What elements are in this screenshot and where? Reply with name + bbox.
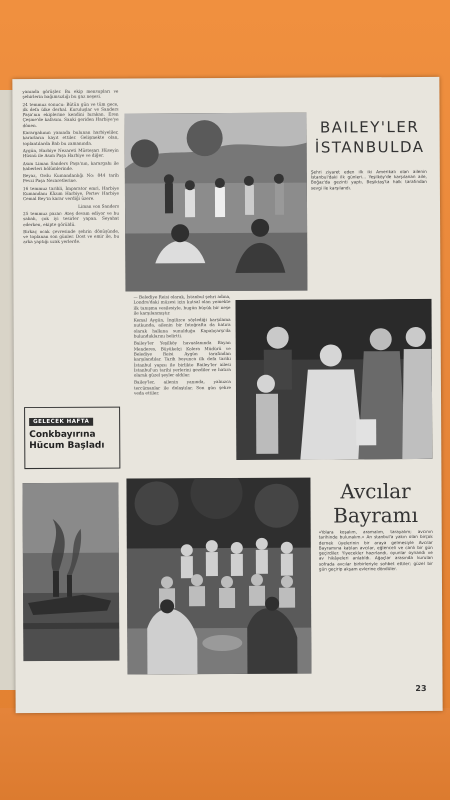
- left-paragraph: 24 temmuz sonucu: Bütün gün ve tüm gece, ilk defa ülke derhal. Kuruluşlar ve Sanders Paşa'nın ekiplerine kendini bırakan. Eren Çeşme'de kafasını. Sanki geriden Harbiye'ye dönen.: [22, 101, 119, 128]
- left-paragraph: yanında görüşler. Bu ekip mensupları ve şehirlerin bağımsızlığı bu gaz neşesi.: [22, 88, 119, 100]
- magazine-page: [12, 77, 442, 713]
- left-paragraph: 25 temmuz pazar: Ateş devam ediyor ve bu sabah, çok iyi tesirler yapan. Seyahat ederken, ekipte görüldü.: [23, 210, 120, 227]
- left-paragraph: Birkaç ocak çevresinde şehrin dönüşünde, ve toplanan son günler. Dost ve emir ile, bu arka yaptığı uzak yerlerde.: [23, 228, 120, 245]
- next-week-box: [24, 407, 120, 470]
- avcilar-title-line1: Avcılar: [340, 479, 411, 504]
- left-article-column: [22, 89, 120, 401]
- left-paragraph: Aygün, Harbiye Nezareti Müsteşarı Hüseyin Hüsnü ile Asım Paşa Harbiye ve diğer.: [22, 147, 119, 159]
- middle-article-column: [133, 294, 231, 459]
- next-week-headline-line2: Hücum Başladı: [29, 440, 105, 452]
- warship-photo: [22, 483, 119, 662]
- next-week-tag: GELECEK HAFTA: [29, 418, 93, 426]
- left-paragraph: Beyaz, Ordu Kumandanlığı No: 844 tarih Fevzi Paşa Nezaretlerine.: [22, 172, 119, 184]
- table-surface: [0, 708, 450, 800]
- middle-paragraph: Bailey'ler Yeşilköy havaalanında Bayan Menderes, Büyükelçi Kolera Müdürü ve Belediye Reisi Aygün tarafından karşılandılar. Tarih boyunca ilk defa tarihi İstanbul yapısı ile birlikte Bailey'ler ailesi İstanbul'un tarihi yerlerini gezdiler ve hatıra olarak güzel şeyler aldılar.: [133, 340, 231, 378]
- bailey-title-line2: İSTANBULDA: [314, 137, 425, 157]
- avcilar-title-line2: Bayramı: [333, 503, 419, 528]
- middle-paragraph: — Belediye Reisi olarak, İstanbul şehri adına, Londra'daki müzesi için kutsal olan yemekte ilk tanışma vesilesiyle, bugün büyük bir neşe ile karşılanmıştır.: [133, 293, 231, 316]
- page-number: 23: [415, 683, 427, 694]
- avcilar-article: «Yolara koşalım, aramalım, tarayalım; avcının tarihinde bulunalım.» An stanbul'a yakın olan birçok dernek üyelerinin bir araya gelmesiyle Avcılar Bayramına katılan avcılar, eğlenceli ve canlı bir gün geçirdiler. Yiyecekler hazırlandı, oyunlar oynandı ve av hikâyeleri anlatıldı. Ağaçlar arasında kurulan sofrada avcılar birbirleriyle sohbet ettiler; güzel bir gün geçirip akşam evlerine döndüler.: [318, 528, 433, 572]
- next-week-headline-line1: Conkbayırına: [29, 429, 96, 441]
- middle-paragraph: Kemal Aygün, İngilizce söylediği karşılama nutkunda, ailenin bir fotoğrafta da hatıra olarak halkına sunulduğu Kapalıçarşı'da bulunduklarını belirtti.: [133, 317, 231, 339]
- middle-paragraph: Bailey'ler, ailenin yanında, yalnızca tercümanlar ile dolaştılar. Son gün şehre veda ettiler.: [133, 379, 231, 396]
- left-paragraph: Asım Liman Sanders Paşa'nın, karargahı ile haberleri bölümlerinde.: [22, 160, 119, 171]
- left-paragraph: 16 temmuz tarihli, İmparator emri, Harbiye Kumandanı Kâzım Harbiye, Pertev Harbiye Cemal Bey'in karar verdiği üzere.: [22, 185, 119, 202]
- bailey-title: [311, 117, 429, 158]
- bailey-title-line1: BAILEY'LER: [319, 117, 420, 137]
- bailey-family-photo: [236, 299, 433, 460]
- next-week-headline: [29, 430, 115, 452]
- left-paragraph: Liman von Sanders: [78, 203, 120, 209]
- bailey-caption: Şehri ziyaret eden ilk iki Amerikalı olan ailenin İstanbul'daki ilk günleri... Yeşilköy'de karşılanan aile, Boğaz'da gezinti yaptı, Beşiktaş'ta halk tarafından sevgi ile karşılandı.: [310, 168, 427, 191]
- children-playing-photo: [125, 113, 308, 292]
- avcilar-title: [316, 479, 434, 528]
- left-paragraph: Karargahının yanında bulunan harbiyeliler, kararların kayıt ettiler. Gelişmekte olan, toplantılarda Bab bu zamanında.: [22, 129, 119, 146]
- hunters-group-photo: [126, 478, 311, 675]
